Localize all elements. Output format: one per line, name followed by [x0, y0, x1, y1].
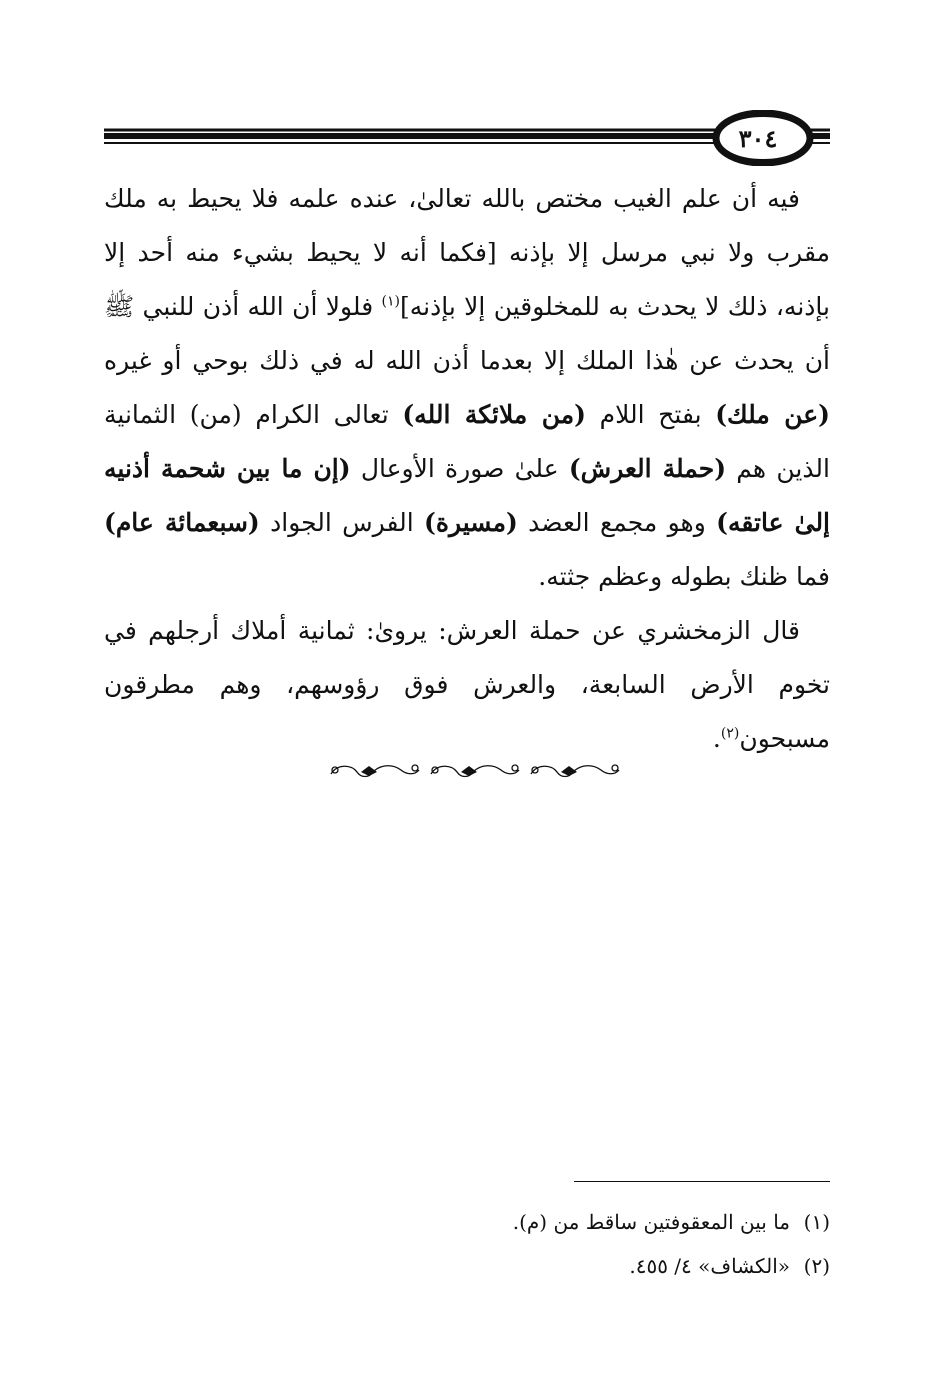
text-run: فيه أن علم الغيب مختص بالله تعالىٰ، عنده علمه فلا يحيط به ملك مقرب ولا نبي مرسل إلا بإذنه [فكما أنه لا يحيط بشيء منه أحد إلا بإذنه، ذلك لا يحدث به للمخلوقين إلا بإذنه]: [104, 184, 830, 321]
bold-quote: (مسيرة): [424, 508, 518, 537]
footnotes: [104, 1200, 830, 1288]
text-run: بفتح اللام: [585, 400, 716, 429]
footnote-separator: [574, 1181, 830, 1182]
paragraph: [104, 172, 830, 604]
text-run: قال الزمخشري عن حملة العرش: يروىٰ: ثمانية أملاك أرجلهم في تخوم الأرض السابعة، والعرش فوق رؤوسهم، وهم مطرقون مسبحون: [104, 616, 830, 753]
text-run: الفرس الجواد: [259, 508, 425, 537]
main-text: [104, 172, 830, 766]
bold-quote: (عن ملك): [715, 400, 830, 429]
bold-quote: (حملة العرش): [568, 454, 727, 483]
footnote-reference: (٢): [720, 725, 740, 742]
page-header: [104, 110, 830, 166]
text-run: .: [712, 724, 721, 753]
footnote-number: (١): [803, 1210, 830, 1234]
text-run: وهو مجمع العضد: [517, 508, 717, 537]
bold-quote: (إن ما بين شحمة أذنيه إلىٰ عاتقه): [104, 454, 831, 537]
footnote: [104, 1244, 830, 1288]
footnote-reference: (١): [381, 293, 400, 310]
footnote-text: ما بين المعقوفتين ساقط من (م).: [512, 1210, 790, 1234]
text-run: تعالى الكرام (من) الثمانية الذين هم: [104, 400, 831, 483]
footnote-text: «الكشاف» ٤/ ٤٥٥.: [629, 1254, 790, 1278]
paragraph: [104, 604, 830, 766]
bold-quote: (من ملائكة الله): [402, 400, 586, 429]
section-divider-ornament: [325, 758, 625, 786]
footnote-number: (٢): [803, 1254, 830, 1278]
page-number: ٣٠٤: [738, 124, 778, 153]
footnote: [104, 1200, 830, 1244]
text-run: فلولا أن الله أذن للنبي ﷺ أن يحدث عن هٰذا الملك إلا بعدما أذن الله له في ذلك بوحي أو غيره: [104, 292, 830, 375]
text-run: فما ظنك بطوله وعظم جثته.: [538, 562, 830, 591]
bold-quote: (سبعمائة عام): [104, 508, 260, 537]
text-run: علىٰ صورة الأوعال: [350, 454, 569, 483]
